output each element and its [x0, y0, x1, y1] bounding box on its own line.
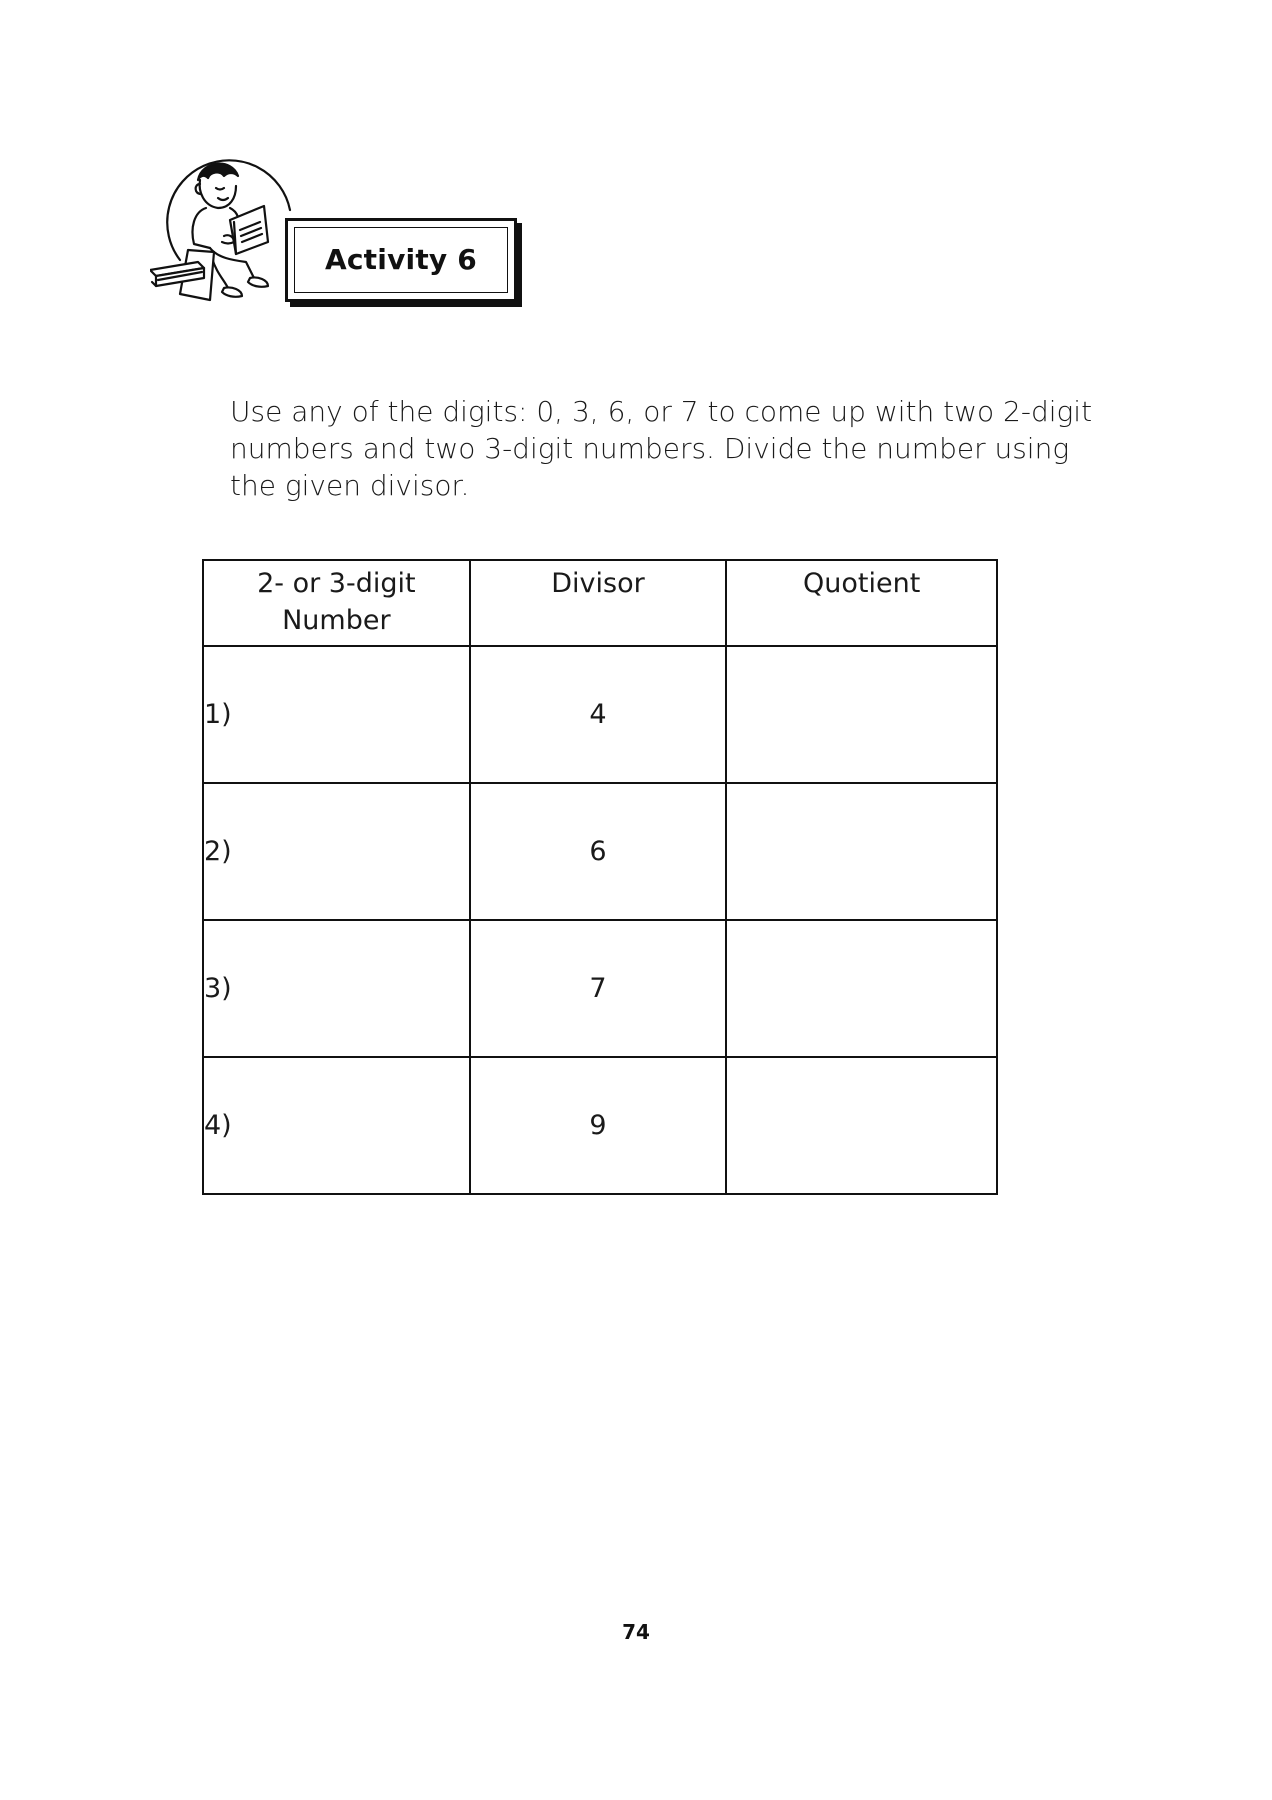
number-cell[interactable]: 1): [203, 646, 470, 783]
activity-title: Activity 6: [325, 243, 477, 276]
instructions-text: Use any of the digits: 0, 3, 6, or 7 to come up with two 2-digit numbers and two 3-digit numbers. Divide the number using the given divisor.: [230, 395, 1093, 502]
activity-title-box: [285, 218, 517, 302]
header-divisor: Divisor: [470, 560, 727, 646]
divisor-cell: 6: [470, 783, 727, 920]
table-row: [203, 646, 997, 783]
table-row: [203, 1057, 997, 1194]
number-cell[interactable]: 3): [203, 920, 470, 1057]
table-header-row: [203, 560, 997, 646]
quotient-cell[interactable]: [726, 1057, 997, 1194]
quotient-cell[interactable]: [726, 783, 997, 920]
divisor-cell: 7: [470, 920, 727, 1057]
quotient-cell[interactable]: [726, 646, 997, 783]
divisor-cell: 4: [470, 646, 727, 783]
divisor-cell: 9: [470, 1057, 727, 1194]
page-number: 74: [622, 1620, 650, 1644]
number-cell[interactable]: 2): [203, 783, 470, 920]
header-number: 2- or 3-digit Number: [203, 560, 470, 646]
table-row: [203, 783, 997, 920]
header-quotient: Quotient: [726, 560, 997, 646]
division-table: [202, 559, 998, 1195]
table-row: [203, 920, 997, 1057]
number-cell[interactable]: 4): [203, 1057, 470, 1194]
quotient-cell[interactable]: [726, 920, 997, 1057]
